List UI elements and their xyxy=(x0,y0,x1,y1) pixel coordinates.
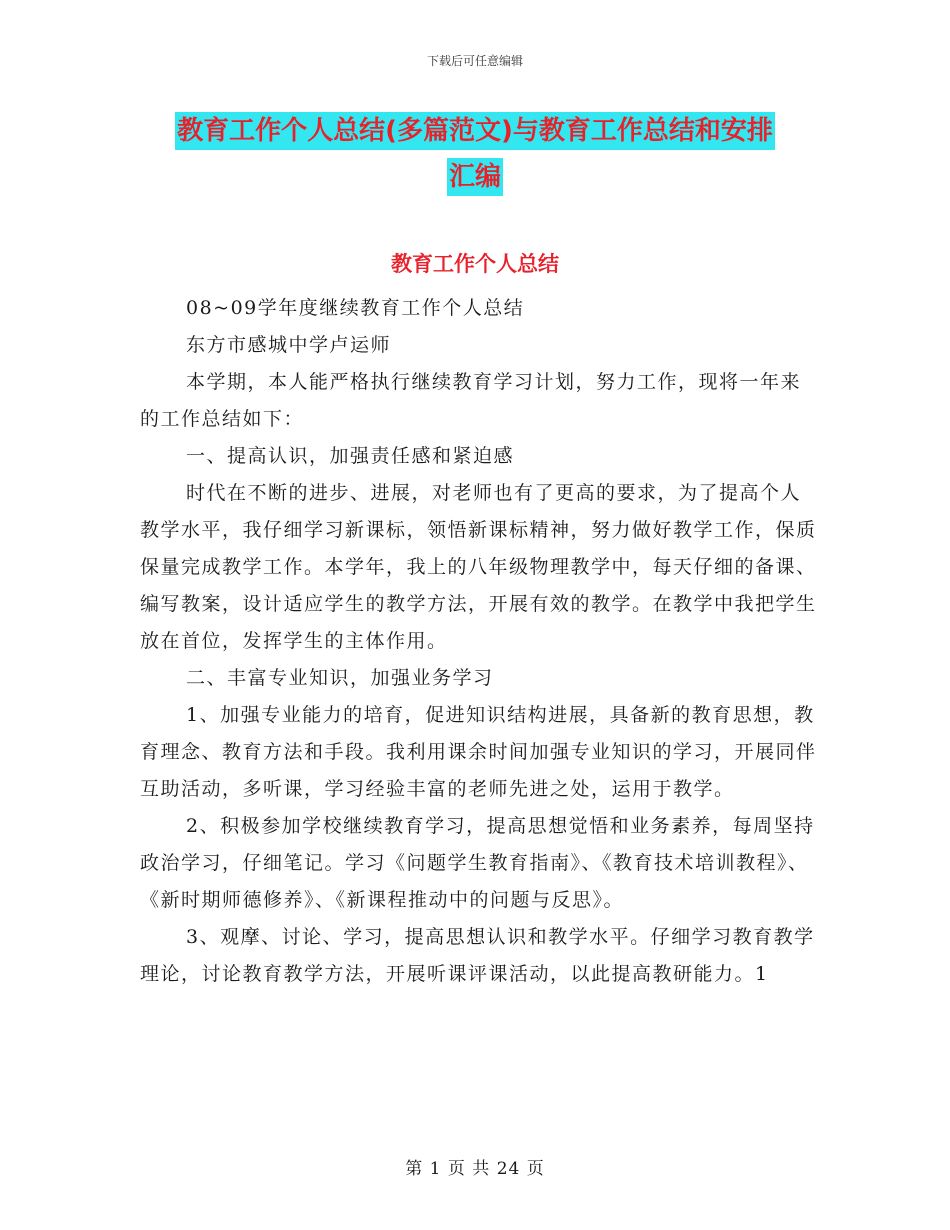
paragraph: 08~09学年度继续教育工作个人总结 xyxy=(186,297,525,319)
paragraph: 东方市感城中学卢运师 xyxy=(186,334,392,356)
paragraph: 时代在不断的进步、进展，对老师也有了更高的要求，为了提高个人教学水平，我仔细学习新课标，领悟新课标精神，努力做好教学工作，保质保量完成教学工作。本学年，我上的八年级物理教学中，每天仔细的备课、编写教案，设计适应学生的教学方法，开展有效的教学。在教学中我把学生放在首位，发挥学生的主体作用。 xyxy=(140,482,817,652)
page-header-note: 下载后可任意编辑 xyxy=(426,54,523,68)
paragraph: 一、提高认识，加强责任感和紧迫感 xyxy=(186,445,515,467)
paragraph: 本学期，本人能严格执行继续教育学习计划，努力工作，现将一年来的工作总结如下： xyxy=(140,371,802,430)
paragraph: 2、积极参加学校继续教育学习，提高思想觉悟和业务素养，每周坚持政治学习，仔细笔记。学习《问题学生教育指南》、《教育技术培训教程》、《新时期师德修养》、《新课程推动中的问题与反思》。 xyxy=(140,815,815,911)
document-title-line-1: 教育工作个人总结(多篇范文)与教育工作总结和安排 xyxy=(175,112,775,150)
paragraph: 3、观摩、讨论、学习，提高思想认识和教学水平。仔细学习教育教学理论，讨论教育教学方法，开展听课评课活动，以此提高教研能力。1 xyxy=(140,926,815,985)
document-title-line-2: 汇编 xyxy=(447,158,503,196)
paragraph: 1、加强专业能力的培育，促进知识结构进展，具备新的教育思想，教育理念、教育方法和手段。我利用课余时间加强专业知识的学习，开展同伴互助活动，多听课，学习经验丰富的老师先进之处，运用于教学。 xyxy=(140,704,817,800)
page-number-footer: 第 1 页 共 24 页 xyxy=(405,1159,545,1179)
document-body xyxy=(140,290,820,993)
paragraph: 二、丰富专业知识，加强业务学习 xyxy=(186,667,494,689)
document-title xyxy=(0,108,950,200)
section-heading: 教育工作个人总结 xyxy=(391,252,559,276)
